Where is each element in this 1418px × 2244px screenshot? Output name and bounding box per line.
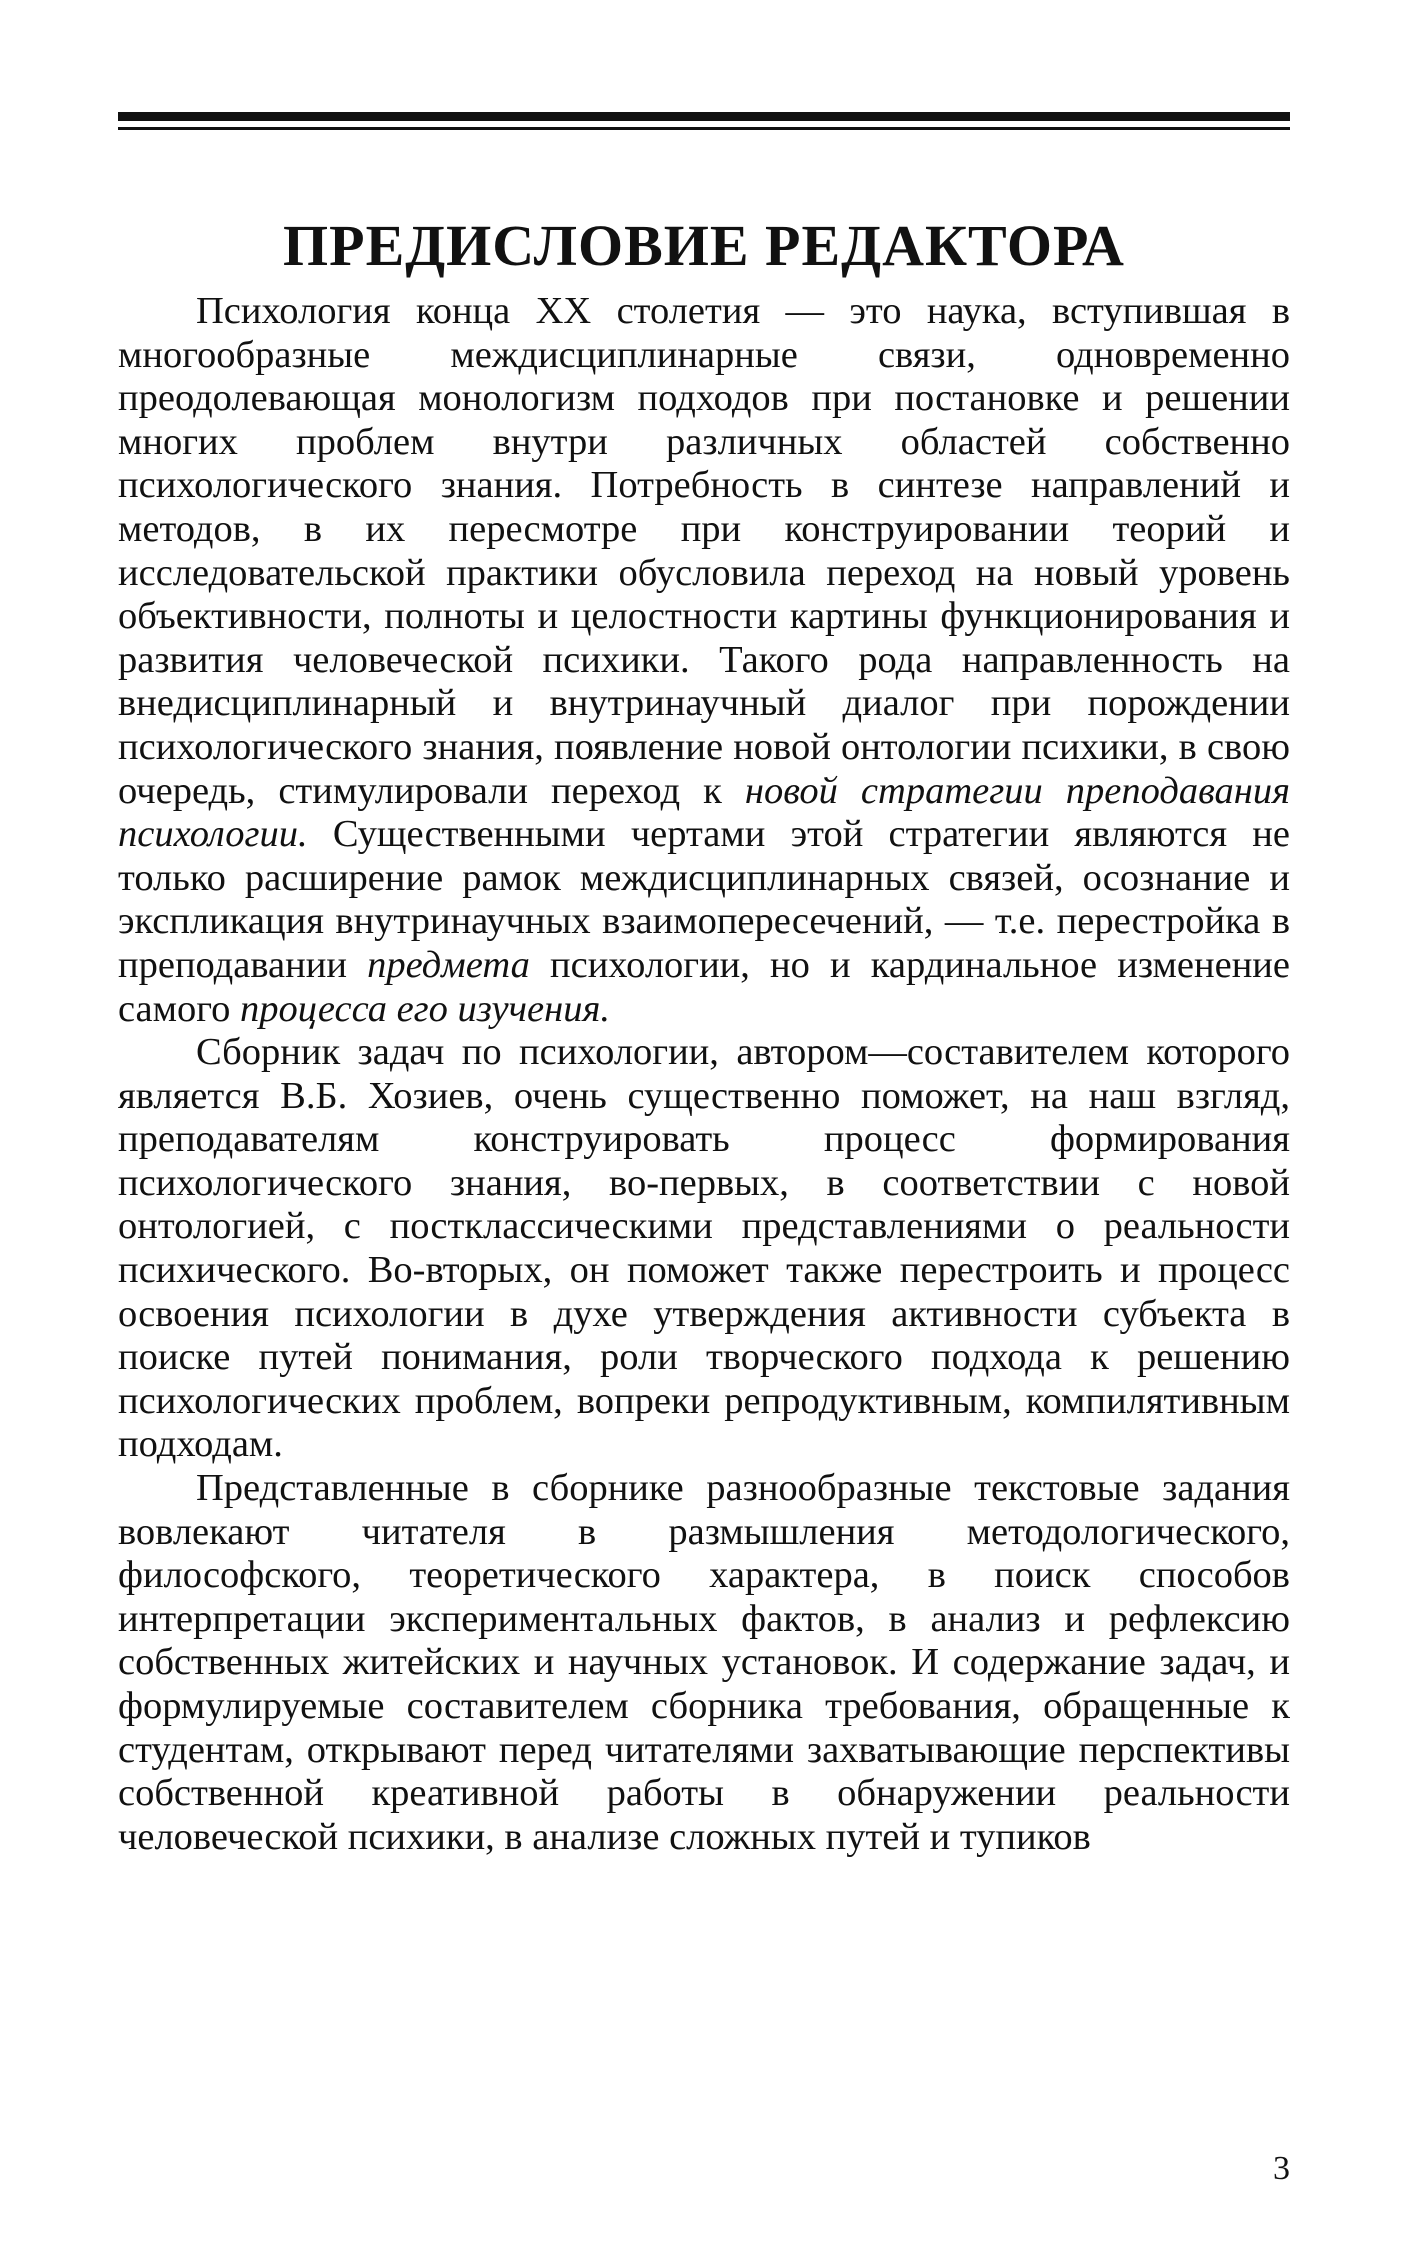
page-title: ПРЕДИСЛОВИЕ РЕДАКТОРА — [283, 212, 1125, 278]
paragraph-1-text-c: психологии, но и кардинальное изменение самого — [118, 943, 1290, 1030]
paragraph-2: Сборник задач по психологии, автором—составителем которого является В.Б. Хозиев, очень существенно поможет, на наш взгляд, преподавателям конструировать процесс формирования психологического знания, во-первых, в соответствии с новой онтологией, с постклассическими представлениями о реальности психического. Во-вторых, он поможет также перестроить и процесс освоения психологии в духе утверждения активности субъекта в поиске путей понимания, роли творческого подхода к решению психологических проблем, вопреки репродуктивным, компилятивным подходам. — [118, 1031, 1290, 1466]
page-number: 3 — [1273, 2150, 1290, 2187]
paragraph-3: Представленные в сборнике разнообразные текстовые задания вовлекают читателя в размышления методологического, философского, теоретического характера, в поиск способов интерпретации экспериментальных фактов, в анализ и рефлексию собственных житейских и научных установок. И содержание задач, и формулируемые составителем сборника требования, обращенные к студентам, открывают перед читателями захватывающие перспективы собственной креативной работы в обнаружении реальности человеческой психики, в анализе сложных путей и тупиков — [118, 1467, 1290, 1858]
header-rule-thick — [118, 112, 1290, 121]
book-page — [118, 112, 1290, 2212]
paragraph-1 — [118, 290, 1290, 1031]
emphasis-new-strategy: новой стратегии преподавания психологии. — [118, 769, 1291, 856]
paragraph-1-text-b: Существенными чертами этой стратегии являются не только расширение рамок междисциплинарных связей, осознание и экспликация внутринаучных взаимопересечений, — т.е. перестройка в преподавании — [118, 813, 1290, 986]
header-rule-thin — [118, 127, 1290, 130]
paragraph-1-text-a: Психология конца XX столетия — это наука, вступившая в многообразные междисциплинарные связи, одновременно преодолевающая монологизм подходов при постановке и решении многих проблем внутри различных областей собственно психологического знания. Потребность в синтезе направлений и методов, в их пересмотре при конструировании теорий и исследовательской практики обусловила переход на новый уровень объективности, полноты и целостности картины функционирования и развития человеческой психики. Такого рода направленность на внедисциплинарный и внутринаучный диалог при порождении психологического знания, появление новой онтологии психики, в свою очередь, стимулировали переход к — [118, 290, 1290, 812]
emphasis-process: процесса его изучения. — [239, 987, 610, 1030]
emphasis-subject: предмета — [367, 943, 530, 986]
body-text — [118, 290, 1290, 1859]
